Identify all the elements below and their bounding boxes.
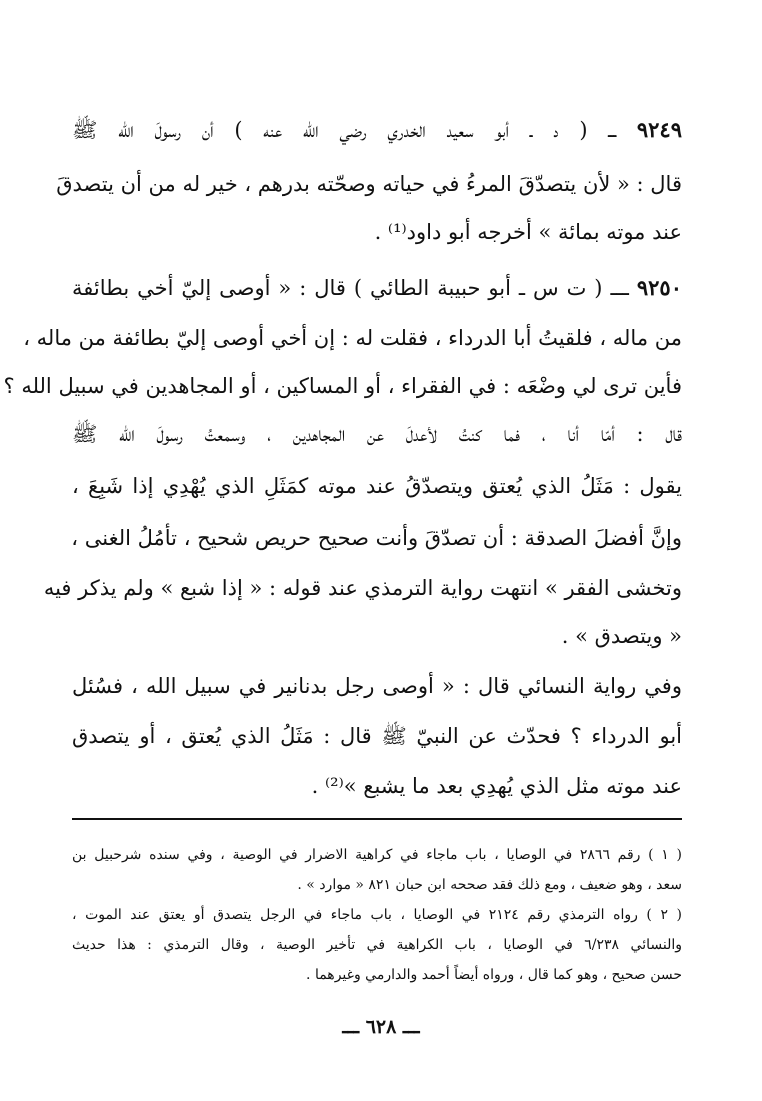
hadith-number: ٩٢٥٠ (636, 275, 682, 300)
hadith-9250-line-8: « ويتصدق » . (561, 624, 682, 648)
hadith-number: ٩٢٤٩ (636, 117, 682, 142)
hadith-9249-line-2: قال : « لأن يتصدّقَ المرءُ في حياته وصحّته بدرهم ، خير له من أن يتصدقَ (56, 172, 682, 196)
footnote-divider (72, 818, 682, 820)
page-number: ـــ ٦٢٨ ـــ (342, 1016, 420, 1038)
hadith-9250-line-5: يقول : مَثَلُ الذي يُعتق ويتصدّقُ عند موته كمَثَلِ الذي يُهْدِي إذا شَبِعَ ، (72, 474, 682, 498)
footnote-1-line-1: ( ١ ) رقم ٢٨٦٦ في الوصايا ، باب ماجاء في كراهية الاضرار في الوصية ، وفي سنده شرحبيل بن (72, 847, 682, 863)
hadith-9250-line-3: فأين ترى لي وضْعَه : في الفقراء ، أو المساكين ، أو المجاهدين في سبيل الله ؟ (3, 374, 682, 398)
footnote-2-line-3: حسن صحيح ، وهو كما قال ، ورواه أيضاً أحمد والدارمي وغيرهما . (306, 967, 682, 983)
footnote-2-line-2: والنسائي ٦/٢٣٨ في الوصايا ، باب الكراهية في تأخير الوصية ، وقال الترمذي : هذا حديث (72, 937, 682, 953)
hadith-9249-line-3: عند موته بمائة » أخرجه أبو داود⁽¹⁾ . (374, 220, 682, 244)
hadith-9250-line-4: قال : أمّا أنا ، فما كنتُ لأعدلَ عن المجاهدين ، وسمعتُ رسولَ الله ﷺ (72, 422, 682, 446)
footnote-1-line-2: سعد ، وهو ضعيف ، ومع ذلك فقد صححه ابن حبان ٨٢١ « موارد » . (297, 877, 682, 893)
hadith-9249-line-1: ٩٢٤٩ ـــ ( د ـ أبو سعيد الخدري رضي الله عنه ) أن رسولَ الله ﷺ (72, 117, 682, 142)
hadith-9250-line-2: من ماله ، فلقيتُ أبا الدرداء ، فقلت له : إن أخي أوصى إليّ بطائفة من ماله ، (23, 326, 682, 350)
hadith-9250-line-1: ٩٢٥٠ ـــ ( ت س ـ أبو حبيبة الطائي ) قال : « أوصى إليّ أخي بطائفة (72, 275, 682, 300)
nasai-narration-line-3: عند موته مثل الذي يُهدِي بعد ما يشبع »⁽²⁾ . (311, 774, 682, 798)
hadith-9250-line-6: وإنَّ أفضلَ الصدقة : أن تصدّقَ وأنت صحيح حريص شحيح ، تأمُلُ الغنى ، (71, 526, 682, 550)
nasai-narration-line-2: أبو الدرداء ؟ فحدّث عن النبيّ ﷺ قال : مَثَلُ الذي يُعتق ، أو يتصدق (72, 724, 682, 748)
hadith-9250-line-7: وتخشى الفقر » انتهت رواية الترمذي عند قوله : « إذا شبع » ولم يذكر فيه (43, 576, 682, 600)
footnote-2-line-1: ( ٢ ) رواه الترمذي رقم ٢١٢٤ في الوصايا ، باب ماجاء في الرجل يتصدق أو يعتق عند الموت ، (72, 907, 683, 923)
nasai-narration-line-1: وفي رواية النسائي قال : « أوصى رجل بدنانير في سبيل الله ، فسُئل (72, 674, 682, 698)
